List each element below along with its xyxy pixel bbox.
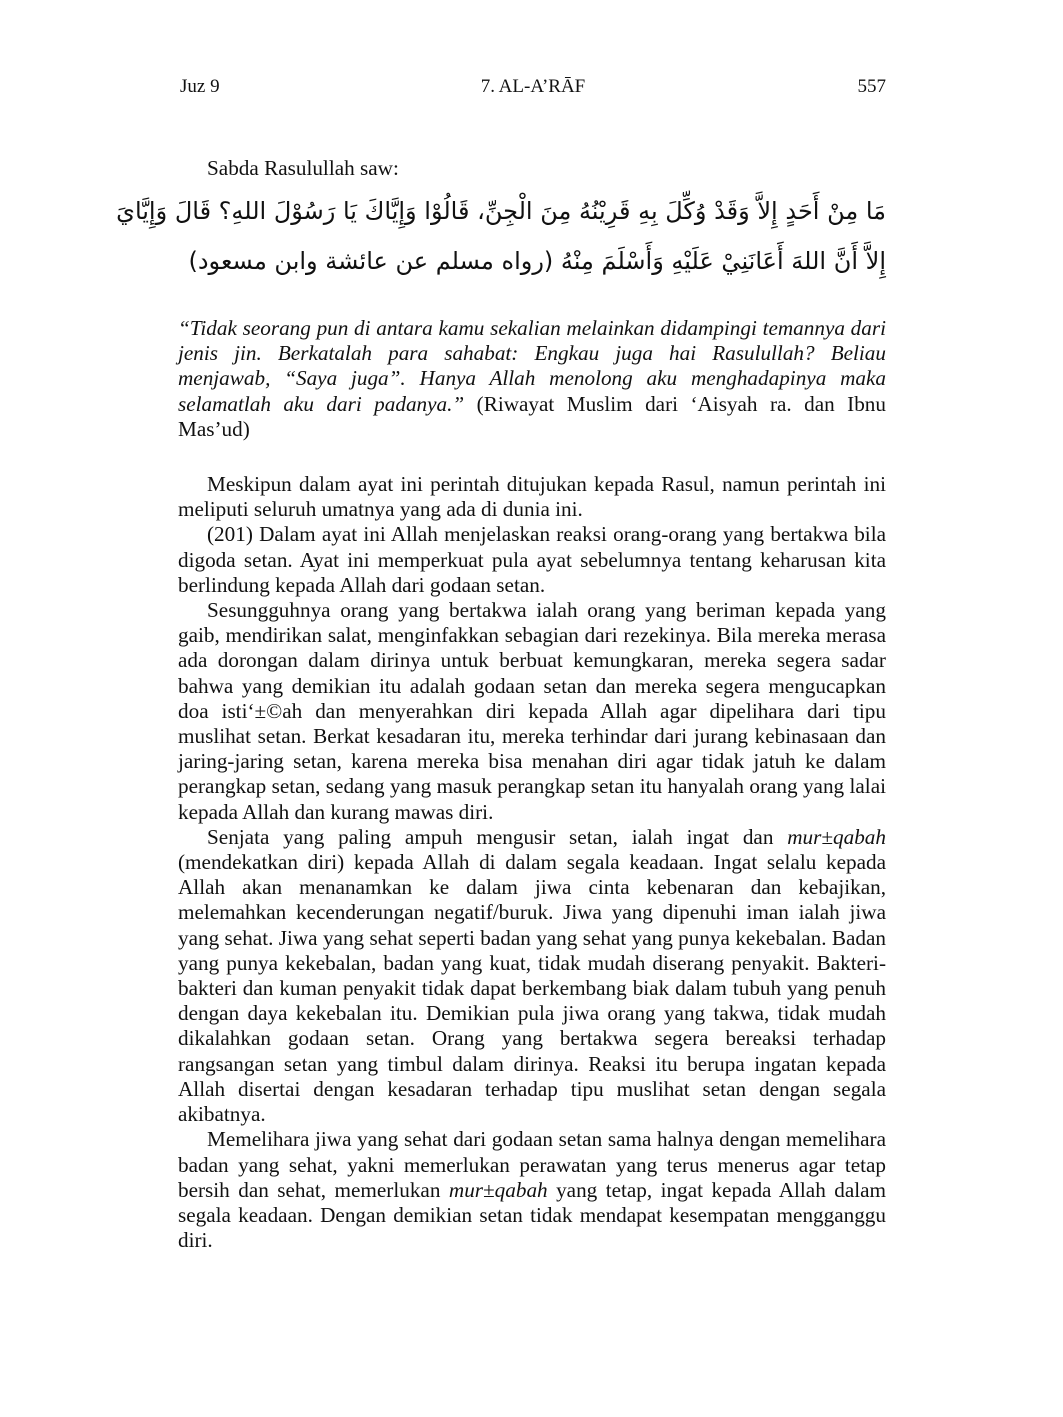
page-number: 557	[857, 76, 886, 97]
page-header	[180, 76, 886, 104]
paragraph-5-rest: yang tetap, ingat kepada Allah dalam segala keadaan. Dengan demikian setan tidak mendapat kesempatan mengganggu diri.	[178, 1177, 886, 1253]
paragraph-2: (201) Dalam ayat ini Allah menjelaskan reaksi orang-orang yang bertakwa bila digoda setan. Ayat ini memperkuat pula ayat sebelumnya tentang keharusan kita berlindung kepada Allah dari godaan setan.	[178, 522, 886, 597]
juz-label: Juz 9	[180, 76, 220, 97]
arabic-hadith-line-2: إِلاَّ أَنَّ اللهَ أَعَانَنِيْ عَلَيْهِ وَأَسْلَمَ مِنْهُ (رواه مسلم عن عائشة وابن مسعود)	[188, 247, 886, 275]
paragraph-4-rest: (mendekatkan diri) kepada Allah di dalam segala keadaan. Ingat selalu kepada Allah akan menanamkan ke dalam jiwa cinta kebenaran dan kebajikan, melemahkan kecenderungan negatif/buruk. Jiwa yang dipenuhi iman ialah jiwa yang sehat. Jiwa yang sehat seperti badan yang sehat yang punya kekebalan. Badan yang punya kekebalan, badan yang kuat, tidak mudah diserang penyakit. Bakteri-bakteri dan kuman penyakit tidak dapat berkembang biak dalam tubuh yang penuh dengan daya kekebalan itu. Demikian pula jiwa orang yang takwa, tidak mudah dikalahkan godaan setan. Orang yang bertakwa segera bereaksi terhadap rangsangan setan yang timbul dalam dirinya. Reaksi itu berupa ingatan kepada Allah disertai dengan kesadaran terhadap tipu muslihat setan dengan segala akibatnya.	[178, 850, 886, 1127]
term-muraqabah: mur±qabah	[787, 824, 886, 849]
hadith-source: (Riwayat Muslim dari ‘Aisyah ra. dan Ibnu Mas’ud)	[178, 391, 886, 441]
hadith-intro: Sabda Rasulullah saw:	[207, 156, 399, 180]
paragraph-5	[178, 1127, 886, 1253]
paragraph-4	[178, 825, 886, 1127]
hadith-translation	[178, 316, 886, 442]
paragraph-1: Meskipun dalam ayat ini perintah ditujukan kepada Rasul, namun perintah ini meliputi seluruh umatnya yang ada di dunia ini.	[178, 472, 886, 522]
paragraph-5-start: Memelihara jiwa yang sehat dari godaan setan sama halnya dengan memelihara badan yang sehat, yakni memerlukan perawatan yang terus menerus agar tetap bersih dan sehat, memerlukan	[178, 1127, 886, 1202]
paragraph-3: Sesungguhnya orang yang bertakwa ialah orang yang beriman kepada yang gaib, mendirikan salat, menginfakkan sebagian dari rezekinya. Bila mereka merasa ada dorongan dalam dirinya untuk berbuat kemungkaran, mereka segera sadar bahwa yang demikian itu adalah godaan setan dan mereka segera mengucapkan doa isti‘±©ah dan menyerahkan diri kepada Allah agar dipelihara dari tipu muslihat setan. Berkat kesadaran itu, mereka terhindar dari jurang kebinasaan dan jaring-jaring setan, karena mereka bisa menahan diri agar tidak jatuh ke dalam perangkap setan, sedang yang masuk perangkap setan itu hanyalah orang yang lalai kepada Allah dan kurang mawas diri.	[178, 598, 886, 824]
term-muraqabah: mur±qabah	[448, 1177, 548, 1202]
arabic-hadith-line-1: مَا مِنْ أَحَدٍ إِلاَّ وَقَدْ وُكِّلَ بِهِ قَرِيْنُهُ مِنَ الْجِنِّ، قَالُوْا وَإِيَّاكَ يَا رَسُوْلَ اللهِ؟ قَالَ وَإِيَّايَ	[116, 197, 886, 225]
surah-title: 7. AL-A’RĀF	[480, 76, 586, 97]
paragraph-4-start: Senjata yang paling ampuh mengusir setan, ialah ingat dan	[207, 824, 788, 849]
page-body	[116, 156, 886, 1253]
translation-text: “Tidak seorang pun di antara kamu sekalian melainkan didampingi temannya dari jenis jin. Berkatalah para sahabat: Engkau juga hai Rasulullah? Beliau menjawab, “Saya juga”. Hanya Allah menolong aku menghadapinya maka selamatlah aku dari padanya.”	[178, 316, 886, 416]
